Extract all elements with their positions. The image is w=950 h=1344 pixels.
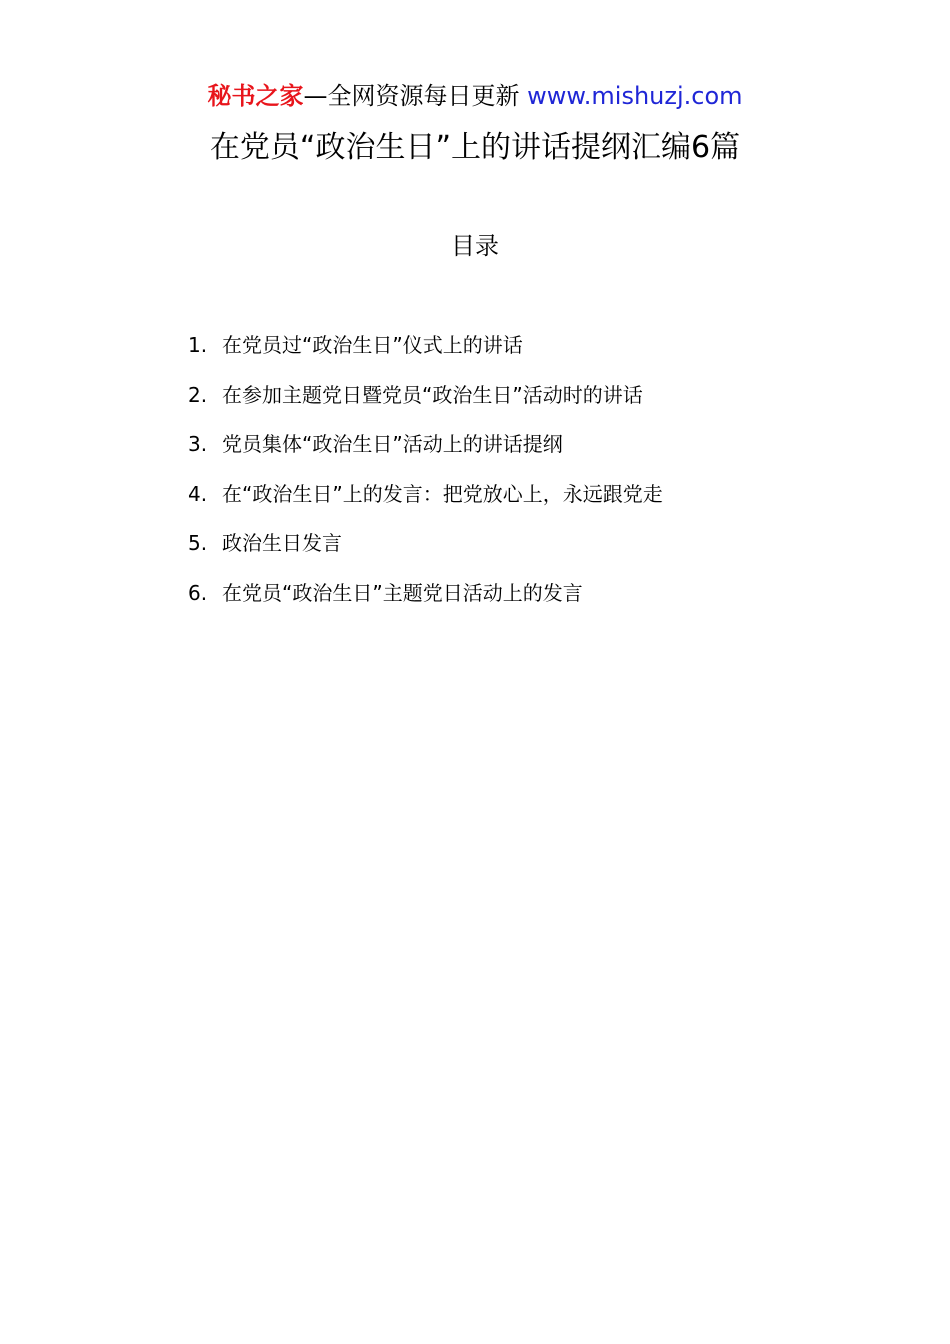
document-title: 在党员“政治生日”上的讲话提纲汇编6篇 — [209, 130, 741, 165]
toc-item-number: 1. — [188, 333, 208, 357]
toc-item-number: 4. — [188, 481, 208, 506]
toc-item[interactable] — [188, 330, 663, 360]
toc-item-text: 在党员“政治生日”主题党日活动上的发言 — [222, 580, 583, 605]
site-tagline: —全网资源每日更新 — [303, 82, 520, 110]
toc-item-number: 2. — [188, 382, 208, 407]
toc-item[interactable] — [188, 479, 663, 509]
toc-item-number: 6. — [188, 580, 208, 605]
toc-item[interactable] — [188, 380, 663, 410]
toc-item[interactable] — [188, 429, 663, 459]
toc-item-text: 在参加主题党日暨党员“政治生日”活动时的讲话 — [222, 382, 643, 407]
toc-item-text: 在党员过“政治生日”仪式上的讲话 — [222, 333, 523, 357]
toc-item-text: 党员集体“政治生日”活动上的讲话提纲 — [222, 432, 563, 457]
toc-list — [188, 330, 663, 628]
toc-item-number: 5. — [188, 531, 208, 556]
toc-heading: 目录 — [451, 232, 499, 260]
site-url-link[interactable]: www.mishuzj.com — [527, 82, 743, 110]
site-header — [0, 80, 950, 112]
toc-item-number: 3. — [188, 432, 208, 457]
toc-item[interactable] — [188, 528, 663, 558]
toc-item-text: 在“政治生日”上的发言：把党放心上，永远跟党走 — [222, 481, 663, 506]
toc-item[interactable] — [188, 578, 663, 608]
toc-item-text: 政治生日发言 — [222, 531, 342, 556]
site-name: 秘书之家 — [207, 82, 304, 110]
